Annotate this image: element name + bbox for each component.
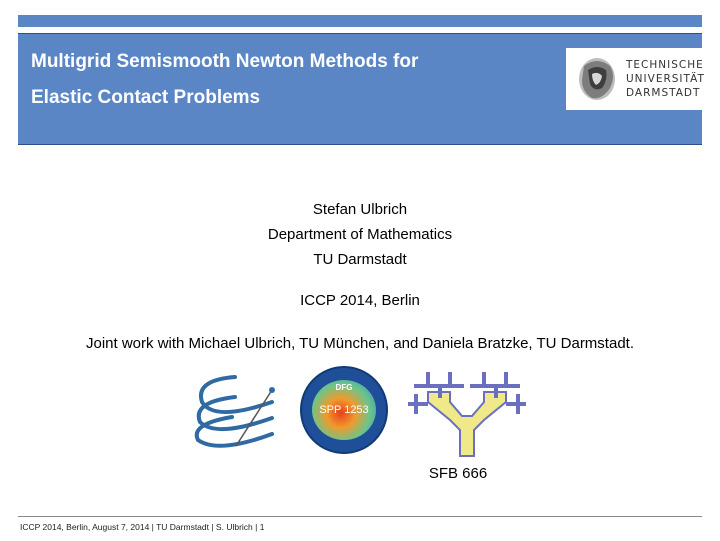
athena-head-icon	[572, 54, 622, 104]
author-department: Department of Mathematics	[267, 226, 453, 243]
spp-label: SPP 1253	[319, 404, 369, 416]
sfb-caption: SFB 666	[428, 465, 488, 482]
footer-divider	[18, 516, 702, 517]
logo-line-2: UNIVERSITÄT	[626, 73, 705, 85]
top-accent-bar	[18, 15, 702, 27]
spp-1253-badge	[300, 366, 388, 454]
dfg-label: DFG	[335, 383, 353, 392]
tu-darmstadt-logo	[566, 48, 705, 110]
footer-text: ICCP 2014, Berlin, August 7, 2014 | TU Darmstadt | S. Ulbrich | 1	[20, 522, 265, 532]
university-name	[626, 58, 705, 100]
slide-title	[31, 44, 418, 116]
joint-work-note: Joint work with Michael Ulbrich, TU München, and Daniela Bratzke, TU Darmstadt.	[86, 335, 634, 352]
swoosh-logo-icon	[180, 372, 280, 452]
title-line-1: Multigrid Semismooth Newton Methods for	[31, 51, 419, 72]
sfb-tree-icon	[408, 368, 526, 464]
logo-line-1: TECHNISCHE	[626, 59, 704, 71]
logo-line-3: DARMSTADT	[626, 87, 701, 99]
author-name: Stefan Ulbrich	[312, 201, 408, 218]
event-name: ICCP 2014, Berlin	[300, 292, 420, 309]
title-line-2: Elastic Contact Problems	[31, 87, 261, 108]
title-banner	[18, 33, 705, 145]
author-institution: TU Darmstadt	[313, 251, 407, 268]
